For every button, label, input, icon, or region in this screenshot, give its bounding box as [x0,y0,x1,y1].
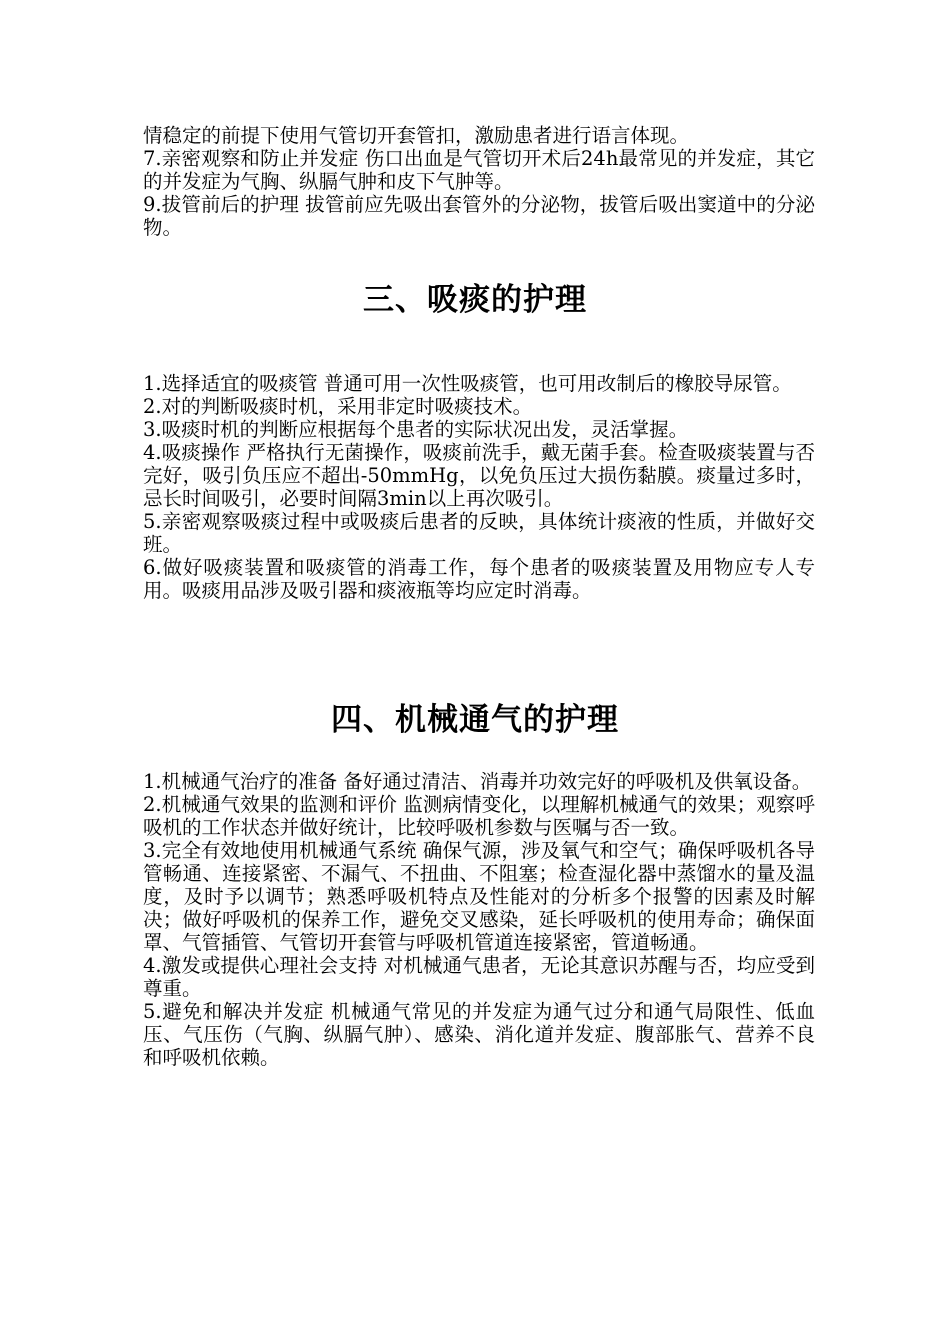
paragraph: 3.吸痰时机的判断应根据每个患者的实际状况出发，灵活掌握。 [143,418,689,441]
section-four-body [143,770,815,1069]
paragraph: 4.激发或提供心理社会支持 对机械通气患者，无论其意识苏醒与否，均应受到尊重。 [143,954,815,1000]
paragraph: 5.避免和解决并发症 机械通气常见的并发症为通气过分和通气局限性、低血压、气压伤（气胸、纵膈气肿）、感染、消化道并发症、腹部胀气、营养不良和呼吸机依赖。 [143,1000,815,1069]
section-top-body [143,124,815,239]
section-four-title: 四、机械通气的护理 [331,702,619,738]
paragraph: 1.选择适宜的吸痰管 普通可用一次性吸痰管，也可用改制后的橡胶导尿管。 [143,372,792,395]
section-three-title: 三、吸痰的护理 [363,282,587,318]
paragraph: 5.亲密观察吸痰过程中或吸痰后患者的反映，具体统计痰液的性质，并做好交班。 [143,510,815,556]
paragraph: 1.机械通气治疗的准备 备好通过清洁、消毒并功效完好的呼吸机及供氧设备。 [143,770,812,793]
paragraph: 4.吸痰操作 严格执行无菌操作，吸痰前洗手，戴无菌手套。检查吸痰装置与否完好，吸引负压应不超出-50mmHg，以免负压过大损伤黏膜。痰量过多时，忌长时间吸引，必要时间隔3min以上再次吸引。 [143,441,815,510]
paragraph: 2.对的判断吸痰时机，采用非定时吸痰技术。 [143,395,533,418]
paragraph: 2.机械通气效果的监测和评价 监测病情变化，以理解机械通气的效果；观察呼吸机的工作状态并做好统计，比较呼吸机参数与医嘱与否一致。 [143,793,815,839]
paragraph: 6.做好吸痰装置和吸痰管的消毒工作，每个患者的吸痰装置及用物应专人专用。吸痰用品涉及吸引器和痰液瓶等均应定时消毒。 [143,556,815,602]
paragraph: 3.完全有效地使用机械通气系统 确保气源，涉及氧气和空气；确保呼吸机各导管畅通、连接紧密、不漏气、不扭曲、不阻塞；检查湿化器中蒸馏水的量及温度，及时予以调节；熟悉呼吸机特点及性能对的分析多个报警的因素及时解决；做好呼吸机的保养工作，避免交叉感染，延长呼吸机的使用寿命；确保面罩、气管插管、气管切开套管与呼吸机管道连接紧密，管道畅通。 [143,839,815,954]
paragraph: 情稳定的前提下使用气管切开套管扣，激励患者进行语言体现。 [143,124,690,147]
paragraph: 7.亲密观察和防止并发症 伤口出血是气管切开术后24h最常见的并发症，其它的并发症为气胸、纵膈气肿和皮下气肿等。 [143,147,815,193]
section-three-body [143,372,815,602]
paragraph: 9.拔管前后的护理 拔管前应先吸出套管外的分泌物，拔管后吸出窦道中的分泌物。 [143,193,815,239]
